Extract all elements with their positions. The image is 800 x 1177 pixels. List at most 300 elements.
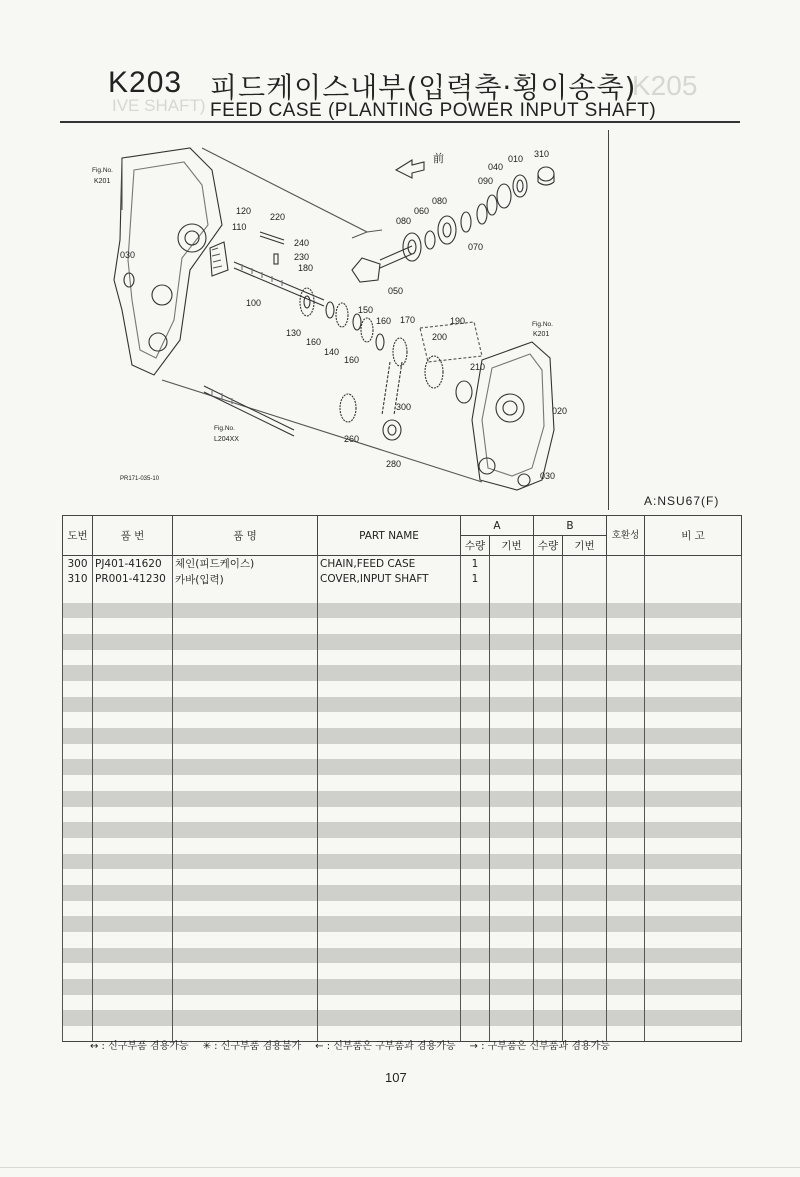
cell-empty [63,712,93,728]
callout: 180 [298,263,314,273]
cell-empty [607,712,645,728]
cell-empty [607,618,645,634]
cell-empty [607,759,645,775]
table-row-empty [63,948,742,964]
cell-base-b [563,556,607,572]
bevel-gear-110 [210,242,228,276]
table-row-empty [63,1010,742,1026]
cell-empty [318,791,461,807]
cell-empty [645,681,742,697]
cell-empty [607,791,645,807]
cell-empty [645,979,742,995]
callout: 160 [376,316,392,326]
cell-empty [318,775,461,791]
cell-empty [534,791,563,807]
cell-empty [461,759,490,775]
cell-empty [318,712,461,728]
sprocket-260 [340,394,356,422]
cell-empty [93,634,173,650]
header-base-a: 기번 [490,536,534,556]
cell-empty [607,948,645,964]
callout: 120 [236,206,252,216]
cell-empty [93,712,173,728]
cell-empty [534,603,563,619]
cell-empty [63,1010,93,1026]
cell-empty [607,963,645,979]
page-number: 107 [385,1070,407,1085]
cell-empty [534,1010,563,1026]
cell-no: 300 [63,556,93,572]
cell-empty [63,838,93,854]
cell-empty [93,963,173,979]
cell-empty [563,728,607,744]
cell-empty [63,697,93,713]
cell-empty [490,963,534,979]
cell-empty [461,681,490,697]
cell-empty [534,634,563,650]
cell-empty [645,995,742,1011]
cell-empty [318,885,461,901]
cell-empty [461,869,490,885]
cell-empty [63,932,93,948]
parts-table [62,515,742,1042]
sprocket-130 [300,288,314,316]
cell-remarks [645,571,742,587]
callout: 260 [344,434,360,444]
cell-empty [318,759,461,775]
cell-empty [63,775,93,791]
table-row-empty [63,744,742,760]
cell-qty-a: 1 [461,571,490,587]
cell-empty [607,869,645,885]
cell-empty [318,838,461,854]
cell-qty-a: 1 [461,556,490,572]
cell-empty [63,948,93,964]
cell-empty [173,775,318,791]
cell-empty [461,775,490,791]
cell-empty [93,603,173,619]
cell-empty [607,634,645,650]
cell-empty [93,759,173,775]
cell-empty [173,681,318,697]
cell-empty [645,1010,742,1026]
cell-empty [461,650,490,666]
cell-empty [93,697,173,713]
cell-empty [490,759,534,775]
callout: 140 [324,347,340,357]
header-group-b: B [534,516,607,536]
table-row-empty [63,681,742,697]
cell-qty-b [534,571,563,587]
cell-empty [63,650,93,666]
ghost-shaft-text: IVE SHAFT) [112,96,206,115]
cell-empty [93,618,173,634]
model-code: A:NSU67(F) [644,494,720,508]
cell-empty [173,869,318,885]
exploded-parts-diagram [62,130,608,510]
table-row [63,556,742,572]
cell-empty [490,838,534,854]
callout: 080 [396,216,412,226]
cell-empty [93,807,173,823]
cell-empty [63,901,93,917]
washer-160a [326,302,334,318]
cell-empty [645,618,742,634]
cell-empty [173,603,318,619]
cell-empty [173,650,318,666]
cell-empty [490,932,534,948]
cell-empty [490,587,534,603]
table-row-empty [63,854,742,870]
cell-part-no: PR001-41230 [93,571,173,587]
cell-empty [173,665,318,681]
cell-empty [534,712,563,728]
callout: 160 [306,337,322,347]
cell-empty [93,791,173,807]
cell-empty [607,697,645,713]
cell-empty [461,995,490,1011]
cell-empty [173,759,318,775]
cell-empty [490,681,534,697]
cell-compat [607,571,645,587]
cell-empty [645,775,742,791]
cell-part-name: CHAIN,FEED CASE [318,556,461,572]
pin-220 [260,232,284,244]
cell-empty [318,932,461,948]
cell-empty [461,634,490,650]
cell-empty [93,995,173,1011]
cell-empty [534,681,563,697]
cell-empty [607,1010,645,1026]
cell-empty [563,587,607,603]
callout: 030 [120,250,136,260]
cell-empty [461,822,490,838]
cell-empty [645,822,742,838]
cover-310 [538,167,554,181]
callout: 110 [232,222,247,232]
cell-empty [534,618,563,634]
cell-empty [645,807,742,823]
cell-empty [93,869,173,885]
cell-empty [563,885,607,901]
diagram-border [608,130,609,510]
cell-empty [534,948,563,964]
cell-empty [490,744,534,760]
gear-140 [336,303,348,327]
gear-150 [361,318,373,342]
table-row-empty [63,901,742,917]
cell-empty [318,697,461,713]
fig-ref-a: K201 [94,178,111,185]
cell-empty [318,963,461,979]
cell-empty [318,901,461,917]
callout: 050 [388,286,404,296]
header-base-b: 기번 [563,536,607,556]
table-row-empty [63,587,742,603]
cell-empty [490,807,534,823]
cell-empty [461,603,490,619]
cell-empty [318,728,461,744]
cell-empty [63,979,93,995]
fig-ref-c-prefix: Fig.No. [214,425,235,432]
cell-empty [645,932,742,948]
callout: 070 [468,242,484,252]
cell-no: 310 [63,571,93,587]
callout: 010 [508,154,524,164]
cell-empty [607,932,645,948]
table-row-empty [63,995,742,1011]
cell-empty [63,1026,93,1042]
page-edge [0,1167,800,1168]
cell-empty [173,838,318,854]
cell-empty [563,634,607,650]
cell-empty [461,618,490,634]
cell-empty [563,807,607,823]
cell-part-no: PJ401-41620 [93,556,173,572]
cell-empty [563,775,607,791]
title-rule [60,121,740,123]
cell-empty [173,807,318,823]
cell-empty [563,744,607,760]
cell-empty [563,854,607,870]
callout: 040 [488,162,504,172]
cell-empty [93,587,173,603]
callout: 230 [294,252,310,262]
callout: 060 [414,206,430,216]
cell-empty [63,728,93,744]
callout: 190 [450,316,466,326]
cell-empty [490,697,534,713]
table-row-empty [63,807,742,823]
cell-empty [490,854,534,870]
cell-empty [63,744,93,760]
oil-seal-030-right [518,474,530,486]
bearing-040 [497,184,511,208]
seal-010 [513,175,527,197]
cell-empty [173,948,318,964]
cell-empty [318,744,461,760]
cell-empty [93,775,173,791]
cell-empty [173,963,318,979]
cell-empty [93,916,173,932]
cell-empty [173,618,318,634]
cell-empty [93,901,173,917]
cell-empty [607,916,645,932]
cell-empty [645,869,742,885]
cell-empty [490,618,534,634]
cell-empty [461,963,490,979]
table-row-empty [63,869,742,885]
callout: 310 [534,149,550,159]
bearing-280 [383,420,401,440]
table-row-empty [63,618,742,634]
cell-empty [173,744,318,760]
cell-empty [318,603,461,619]
callout: 200 [432,332,448,342]
feed-case-housing-left [114,148,222,375]
cell-empty [645,916,742,932]
bearing-080a [403,233,421,261]
cell-empty [490,650,534,666]
cell-empty [63,916,93,932]
cell-empty [318,681,461,697]
cell-empty [173,916,318,932]
header-part-name: PART NAME [318,516,461,556]
cell-empty [607,665,645,681]
cell-empty [534,838,563,854]
cell-empty [563,979,607,995]
cell-empty [173,995,318,1011]
callout: 080 [432,196,448,206]
cell-empty [490,822,534,838]
cell-part-name: COVER,INPUT SHAFT [318,571,461,587]
cell-empty [461,916,490,932]
cell-empty [461,1010,490,1026]
callout: 280 [386,459,402,469]
cell-empty [63,791,93,807]
cell-empty [93,854,173,870]
callout: 240 [294,238,310,248]
cell-empty [63,869,93,885]
cell-empty [563,948,607,964]
cell-name-ko: 카바(입력) [173,571,318,587]
cell-empty [318,587,461,603]
table-row-empty [63,697,742,713]
cell-empty [645,759,742,775]
cell-empty [461,885,490,901]
cell-empty [318,634,461,650]
cell-empty [645,697,742,713]
cell-empty [93,932,173,948]
cell-empty [534,854,563,870]
cell-empty [645,791,742,807]
cell-empty [490,979,534,995]
cell-compat [607,556,645,572]
table-row-empty [63,838,742,854]
cell-qty-b [534,556,563,572]
cell-empty [318,916,461,932]
title-english: FEED CASE (PLANTING POWER INPUT SHAFT) [210,100,657,121]
table-row-empty [63,822,742,838]
cell-empty [645,665,742,681]
cell-empty [63,854,93,870]
cell-empty [490,775,534,791]
cell-empty [645,728,742,744]
cell-empty [607,650,645,666]
washer-160b [353,314,361,330]
cell-empty [63,885,93,901]
cell-empty [461,838,490,854]
cell-empty [490,885,534,901]
cell-empty [563,791,607,807]
cell-empty [93,665,173,681]
callout: 020 [552,406,568,416]
bearing-210 [456,381,472,403]
cell-empty [93,744,173,760]
cell-empty [490,665,534,681]
cell-empty [534,885,563,901]
cell-empty [534,822,563,838]
table-row-empty [63,665,742,681]
cell-empty [534,744,563,760]
cell-empty [318,995,461,1011]
cell-empty [645,587,742,603]
cell-empty [63,681,93,697]
cell-empty [607,822,645,838]
cell-empty [461,979,490,995]
cell-empty [563,869,607,885]
cell-empty [563,759,607,775]
ghost-code: K205 [632,70,698,101]
cell-empty [63,618,93,634]
bevel-gear-050 [352,258,380,282]
cell-empty [318,854,461,870]
callout: 220 [270,212,286,222]
cell-empty [607,587,645,603]
table-row-empty [63,712,742,728]
cell-empty [607,807,645,823]
cell-empty [607,901,645,917]
callout: 300 [396,402,412,412]
cell-empty [645,603,742,619]
cell-empty [490,603,534,619]
callout: 100 [246,298,262,308]
cell-empty [563,603,607,619]
cell-empty [173,901,318,917]
cell-base-b [563,571,607,587]
callout: 160 [344,355,360,365]
cell-empty [461,854,490,870]
cell-empty [645,634,742,650]
cell-empty [534,728,563,744]
cell-empty [645,963,742,979]
cell-empty [534,807,563,823]
table-row-empty [63,932,742,948]
cell-empty [534,665,563,681]
cell-empty [534,963,563,979]
cell-empty [607,885,645,901]
spacer-060 [425,231,435,249]
callout: 170 [400,315,416,325]
cell-empty [63,807,93,823]
cell-empty [563,822,607,838]
cell-empty [563,995,607,1011]
cell-empty [534,650,563,666]
cell-empty [490,728,534,744]
table-row-empty [63,963,742,979]
cell-empty [490,634,534,650]
cell-empty [318,822,461,838]
cell-empty [318,948,461,964]
cell-empty [93,1010,173,1026]
cell-empty [318,1010,461,1026]
cell-empty [173,697,318,713]
cell-empty [534,587,563,603]
cell-empty [490,791,534,807]
cell-empty [645,854,742,870]
cell-empty [534,869,563,885]
cell-empty [461,807,490,823]
cell-empty [490,995,534,1011]
cell-empty [318,869,461,885]
cell-empty [563,681,607,697]
header-remarks: 비 고 [645,516,742,556]
cell-empty [607,838,645,854]
compatibility-legend [90,1037,730,1052]
callout: 150 [358,305,374,315]
cell-empty [607,775,645,791]
cell-empty [607,854,645,870]
